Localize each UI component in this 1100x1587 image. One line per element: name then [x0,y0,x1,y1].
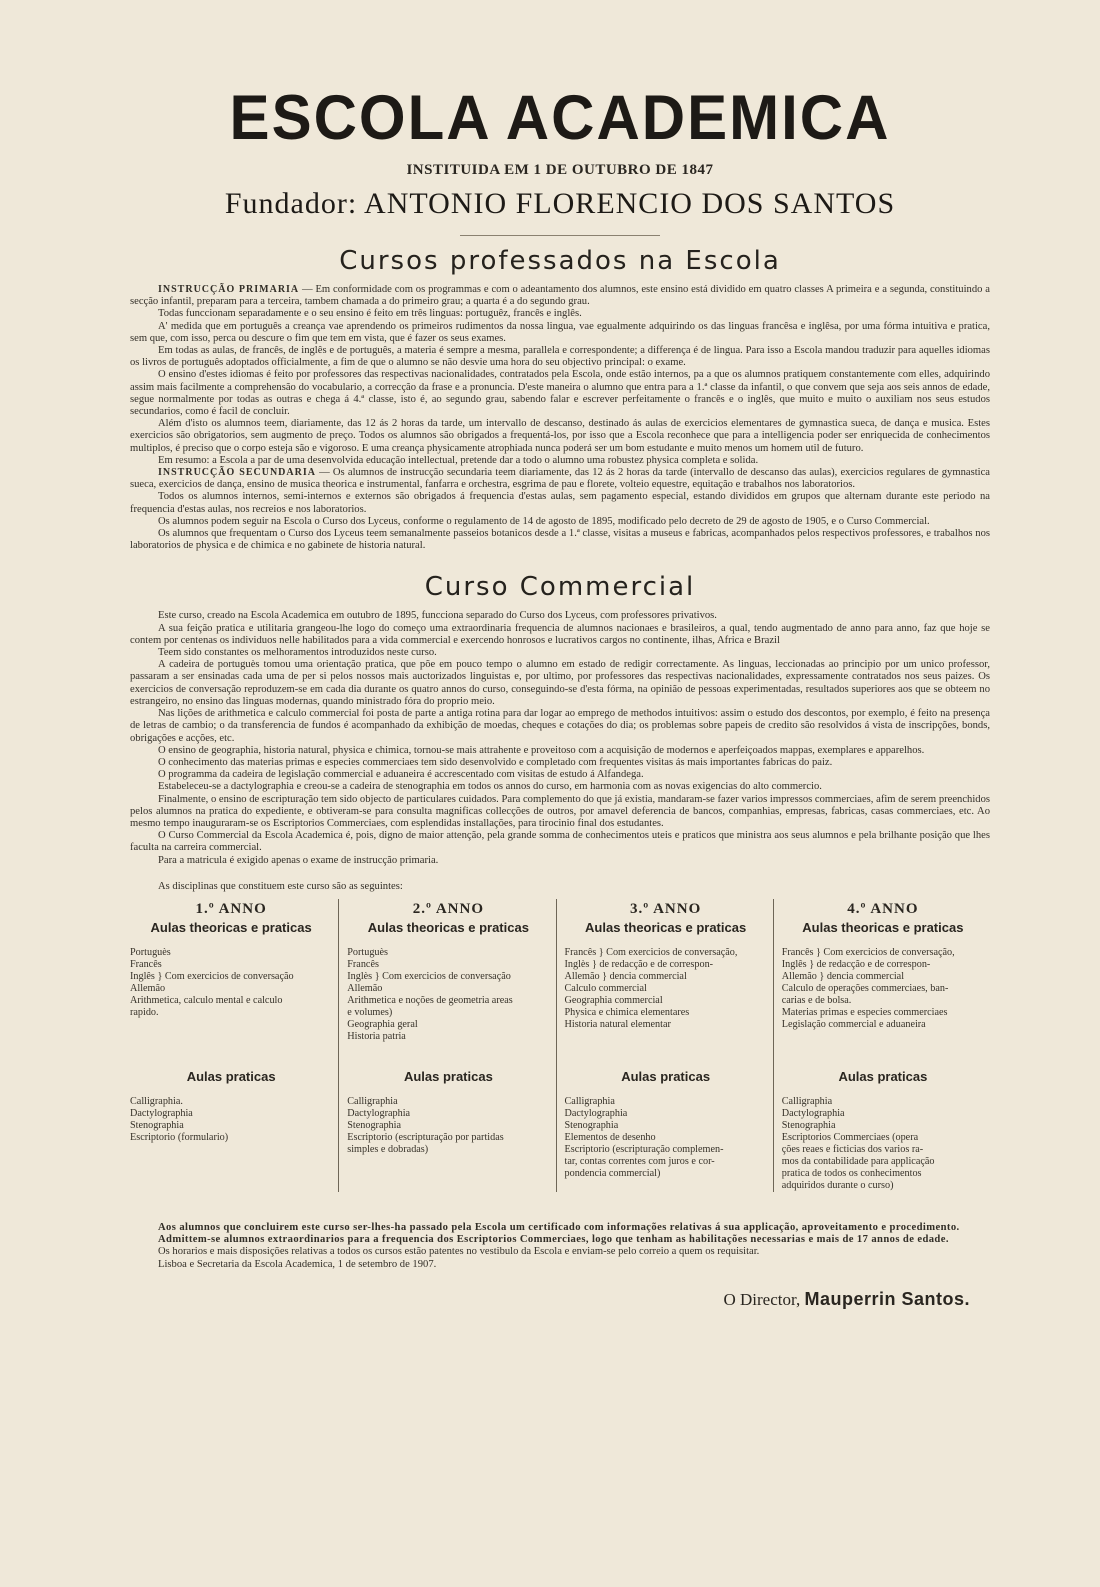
practical-item: Dactylographia [347,1107,411,1119]
paragraph-text: Todas funccionam separadamente e o seu ensino é feito em três linguas: portuguêz, francês e inglês. [158,308,582,320]
practical-heading: Aulas praticas [186,1068,276,1084]
paragraph-text: Os alumnos que frequentam o Curso dos Lyceus teem semanalmente passeios botanicos desde a 1.ª classe, visitas a museus e fabricas, acompanhados pelos respectivos professores, e trabalhos nos laboratorios de physica e de chimica e no gabinete de historia natural. [130,528,990,552]
commercial-paragraph: A cadeira de portuguès tomou uma orientação pratica, que põe em pouco tempo o alumno em estado de redigir correctamente. As linguas, leccionadas ao principio por um unico professor, passaram a ser ensinadas cada uma de per si pelos nossos mais auctorizados linguistas e, por ultimo, por professores das respectivas nacionalidades, expressamente contratados nos seus paizes. Os exercicios de conversação reproduzem-se em cada dia durante os quatro annos do curso, conseguindo-se d'esta fórma, na opinião de pessoas experimentadas, resultados superiores aos que se obteem no estrangeiro, no ensino das linguas modernas, quando ministrado fóra do proprio meio. [130,659,990,707]
courses-paragraph [130,308,990,320]
courses-paragraph [130,491,990,515]
director-name: Mauperrin Santos. [804,1288,970,1309]
paragraph-text: Em resumo: a Escola a par de uma desenvolvida educação intellectual, pretende dar a todo o alumno uma robustez physica completa e solida. [158,454,759,466]
subject-item: Allemão } dencia commercial [564,970,687,982]
commercial-paragraph: Nas lições de arithmetica e calculo commercial foi posta de parte a antiga rotina para dar logar ao emprego de methodos intuitivos: assim o estudo dos descontos, por exemplo, é feito na presença de letras de cambio; o da transferencia de fundos é acompanhado da exhibição de moedas, cheques e cotações do dia; os problemas sobre papeis de credito são resolvidos á vista de inscripções, bonds, obrigações e acções, etc. [130,708,990,744]
subject-item: Allemão [130,982,166,994]
commercial-paragraph: Este curso, creado na Escola Academica em outubro de 1895, funcciona separado do Curso dos Lyceus, com professores privativos. [158,610,717,622]
subject-item: Allemão } dencia commercial [781,970,905,982]
year-column [556,899,773,1192]
practical-item: pondencia commercial) [564,1167,661,1179]
paragraph-text: O ensino d'estes idiomas é feito por professores das respectivas nacionalidades, contratados pela Escola, onde estão internos, pa a que os alumnos pratiquem constantemente com elles, adquirindo assim mais facilmente a comprehensão do vocabulario, a correcção da frase e a pronuncia. D'este maneira o alumno que entra para a 1.ª classe da infantil, o que convem que seja aos seis annos de edade, segue normalmente por todas as outras e chega á 4.ª classe, isto é, ao segundo grau, sabendo falar e escrever perfeitamente o francês e o inglês, que muito e muito o auxiliam nos seus estudos secundarios, como é facil de concluir. [130,369,990,418]
founder-line: Fundador: ANTONIO FLORENCIO DOS SANTOS [224,187,896,220]
courses-body [130,284,990,552]
commercial-paragraph: A sua feição pratica e utilitaria grangeou-lhe logo do começo uma extraordinaria frequencia de alumnos nacionaes e brasileiros, a qual, tendo augmentado de anno para anno, faz que hoje se contem por centenas os individuos nelle habilitados para a vida commercial e exercendo honrosos e lucrativos cargos no continente, ilhas, Africa e Brazil [130,622,990,646]
date-line: Lisboa e Secretaria da Escola Academica, 1 de setembro de 1907. [158,1258,437,1270]
year-title: 1.º ANNO [195,900,267,917]
subject-item: Inglès } Com exercicios de conversação [347,970,511,982]
practical-heading: Aulas praticas [403,1068,493,1084]
year-column [773,899,990,1192]
practical-item: Stenographia [347,1119,402,1131]
subject-item: Francês } Com exercicios de conversação, [781,946,955,958]
paragraph-text: Além d'isto os alumnos teem, diariamente, das 12 ás 2 horas da tarde, um intervallo de descanso, destinado ás aulas de exercicios elementares de gymnastica sueca, de dança e musica. Estes exercicios são obrigatorios, sem augmento de preço. Todos os alumnos são obrigados a frequentá-los, por isso que a Escola reconhece que para a intelligencia poder ser enriquecida de conhecimentos multiplos, é preciso que o corpo esteja são e vigoroso. E uma creança physicamente atrophiada nunca poderá ser um bom estudante e muito menos um homem util de futuro. [130,418,990,454]
practical-item: Escriptorio (formulario) [130,1131,229,1143]
subject-item: e volumes) [347,1006,393,1018]
practical-item: Calligraphia [347,1095,398,1107]
year-column [130,899,338,1192]
courses-paragraph [130,418,990,455]
schedule-note: Os horarios e mais disposições relativas a todos os cursos estão patentes no vestibulo da Escola e enviam-se pelo correio a quem os requisitar. [158,1246,760,1258]
subject-item: Geographia geral [347,1018,418,1030]
practical-heading: Aulas praticas [838,1068,928,1084]
commercial-paragraph: Para a matricula é exigido apenas o exame de instrucção primaria. [158,854,439,866]
curriculum-table [130,899,990,1192]
signature [130,1289,970,1310]
subject-item: Calculo commercial [564,982,647,994]
courses-paragraph [130,369,990,418]
practical-item: Escriptorio (escripturação por partidas [347,1131,504,1143]
courses-heading: Cursos professados na Escola [339,246,781,276]
disciplines-intro: As disciplinas que constituem este curso são as seguintes: [158,880,403,892]
subject-item: Francês [130,958,162,970]
commercial-paragraph: O conhecimento das materias primas e especies commerciaes tem sido desenvolvido e completado com frequentes visitas ás mais importantes fabricas do paiz. [158,756,833,768]
practical-item: Dactylographia [781,1107,845,1119]
practical-item: Dactylographia [564,1107,628,1119]
commercial-paragraph: Teem sido constantes os melhoramentos introduzidos neste curso. [158,647,437,659]
paragraph-text: Em todas as aulas, de francês, de inglês e de português, a materia é sempre a mesma, parallela e correspondente; a differença é de lingua. Para isso a Escola mandou traduzir para aquelles idiomas os livros de português adoptados officialmente, a fim de que o alumno se não desvie uma hora do seu objectivo principal: o exame. [130,345,990,369]
subject-item: Arithmetica, calculo mental e calculo [130,994,283,1006]
courses-paragraph [130,284,990,308]
paragraph-lead: INSTRUCÇÃO PRIMARIA [158,284,300,295]
practical-item: simples e dobradas) [347,1143,429,1155]
paragraph-text: — Em conformidade com os programmas e com o adeantamento dos alumnos, este ensino está dividido em quatro classes A primeira e a segunda, constituindo a secção infantil, preparam para a terceira, tambem chamada a do primeiro grau; a quarta é a do segundo grau. [130,284,990,308]
divider [460,235,660,236]
school-title: ESCOLA ACADEMICA [229,82,891,153]
practical-item: Calligraphia. [130,1095,183,1107]
subject-item: Historia natural elementar [564,1018,671,1030]
paragraph-text: A' medida que em português a creança vae aprendendo os primeiros rudimentos da nossa lingua, vae egualmente adquirindo os das linguas francêsa e inglêsa, por uma fórma intuitiva e pratica, sem que, com isso, perca ou descure o fim que tem em vista, que é fazer os seus exames. [130,320,990,344]
year-title: 4.º ANNO [847,900,919,917]
subject-item: rapido. [130,1006,159,1018]
paragraph-text: Todos os alumnos internos, semi-internos e externos são obrigados á frequencia d'estas aulas, sem pagamento especial, estando divididos em grupos que alternam durante este periodo na frequencia d'estas aulas, nos recreios e nos laboratorios. [130,491,990,515]
extraordinary-students-note: Admittem-se alumnos extraordinarios para a frequencia dos Escriptorios Commerciaes, logo que tenham as habilitações necessarias e mais de 17 annos de edade. [158,1234,949,1246]
subject-item: Legislação commercial e aduaneira [781,1018,926,1030]
practical-item: tar, contas correntes com juros e cor- [564,1155,715,1167]
commercial-body [130,610,990,866]
practical-item: Stenographia [564,1119,619,1131]
commercial-paragraph: Estabeleceu-se a dactylographia e creou-se a cadeira de stenographia em todos os annos do curso, em harmonia com as novas exigencias do alto commercio. [158,781,822,793]
closing-notes [130,1222,990,1271]
courses-paragraph [130,345,990,369]
subject-item: Calculo de operações commerciaes, ban- [781,982,949,994]
subject-item: carias e de bolsa. [781,994,852,1006]
theory-heading: Aulas theoricas e praticas [150,919,312,935]
subject-item: Inglès } de redacção e de correspon- [564,958,714,970]
practical-item: adquiridos durante o curso) [781,1179,894,1191]
commercial-heading: Curso Commercial [424,572,696,603]
subject-item: Geographia commercial [564,994,663,1006]
practical-item: ções reaes e ficticias dos varios ra- [781,1143,924,1155]
practical-item: Calligraphia [564,1095,615,1107]
subject-item: Physica e chimica elementares [564,1006,690,1018]
practical-item: Elementos de desenho [564,1131,656,1143]
theory-heading: Aulas theoricas e praticas [802,919,964,935]
commercial-paragraph: O programma da cadeira de legislação commercial e aduaneira é accrescentado com visitas de estudo á Alfandega. [158,769,644,781]
subject-item: Materias primas e especies commerciaes [781,1006,948,1018]
certificate-note: Aos alumnos que concluirem este curso ser-lhes-ha passado pela Escola um certificado com informações relativas á sua applicação, aproveitamento e procedimento. [158,1221,960,1233]
practical-item: Stenographia [781,1119,836,1131]
subject-item: Francês } Com exercicios de conversação, [564,946,738,958]
theory-heading: Aulas theoricas e praticas [367,919,529,935]
paragraph-text: Os alumnos podem seguir na Escola o Curso dos Lyceus, conforme o regulamento de 14 de agosto de 1895, modificado pelo decreto de 29 de agosto de 1905, e o Curso Commercial. [158,515,930,527]
subject-item: Francês [347,958,379,970]
subject-item: Historia patria [347,1030,406,1042]
commercial-paragraph: O Curso Commercial da Escola Academica é, pois, digno de maior attenção, pela grande somma de conhecimentos uteis e praticos que ministra aos seus alumnos e pela brilhante posição que lhes faculta na carreira commercial. [130,830,990,854]
subject-item: Arithmetica e noções de geometria areas [347,994,513,1006]
courses-paragraph [130,455,990,467]
practical-item: pratica de todos os conhecimentos [781,1167,922,1179]
practical-item: Calligraphia [781,1095,833,1107]
practical-heading: Aulas praticas [621,1068,711,1084]
subject-item: Portuguès [347,946,388,958]
courses-paragraph [130,321,990,345]
courses-paragraph [130,528,990,552]
courses-paragraph [130,516,990,528]
year-column [338,899,555,1192]
subject-item: Inglês } Com exercicios de conversação [130,970,294,982]
subject-item: Allemão [347,982,383,994]
paragraph-lead: INSTRUCÇÃO SECUNDARIA [158,467,316,479]
practical-item: Escriptorio (escripturação complemen- [564,1143,724,1155]
courses-paragraph [130,467,990,491]
subject-item: Portuguès [130,946,171,958]
founding-date: INSTITUIDA EM 1 DE OUTUBRO DE 1847 [406,162,714,178]
practical-item: Escriptorios Commerciaes (opera [781,1131,919,1143]
year-title: 3.º ANNO [629,900,702,917]
practical-item: Dactylographia [130,1107,193,1119]
director-label: O Director, [723,1289,801,1309]
subject-item: Inglês } de redacção e de correspon- [781,958,931,970]
practical-item: Stenographia [130,1119,184,1131]
theory-heading: Aulas theoricas e praticas [585,919,747,935]
paragraph-text: — Os alumnos de instrucção secundaria teem diariamente, das 12 ás 2 horas da tarde (intervallo de descanso das aulas), exercicios regulares de gymnastica sueca, exercicios de dança, ensino de musica theorica e instrumental, fanfarra e orchestra, esgrima de pau e florete, volteio equestre, equitação e trabalhos nos laboratorios. [130,467,991,491]
year-title: 2.º ANNO [412,900,485,917]
practical-item: mos da contabilidade para applicação [781,1155,935,1167]
commercial-paragraph: O ensino de geographia, historia natural, physica e chimica, tornou-se mais attrahente e proveitoso com a acquisição de modernos e aperfeiçoados mappas, exemplares e apparelhos. [158,744,925,756]
commercial-paragraph: Finalmente, o ensino de escripturação tem sido objecto de particulares cuidados. Para complemento do que já existia, mandaram-se fazer varios impressos commerciaes, afim de serem preenchidos pelos alumnos na pratica do expediente, e obtiveram-se para consulta magnificas collecções de outros, por amavel deferencia de bancos, companhias, empresas, fabricas, casas commerciaes, etc. Ao mesmo tempo inauguraram-se os Escriptorios Commerciaes, com esplendidas installações, para tirocinio final dos estudantes. [130,793,990,829]
